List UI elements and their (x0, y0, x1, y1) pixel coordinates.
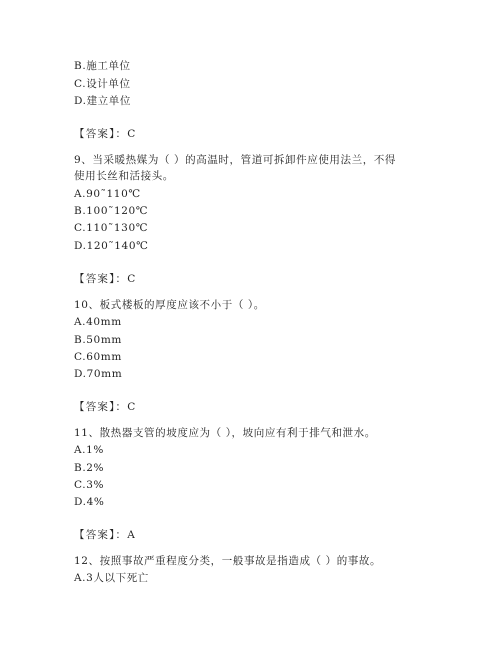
option-line: A.40mm (74, 316, 122, 328)
option-line: A.3人以下死亡 (74, 572, 149, 584)
question-text: 11、散热器支管的坡度应为（ ），坡向应有利于排气和泄水。 (74, 427, 376, 439)
option-line: B.2% (74, 462, 105, 474)
answer-line: 【答案】：A (74, 529, 137, 541)
option-line: A.1% (74, 444, 104, 456)
option-line: D.120˜140℃ (74, 240, 149, 252)
option-line: C.60mm (74, 351, 122, 363)
answer-line: 【答案】：C (74, 273, 137, 285)
option-line: D.70mm (74, 368, 123, 380)
answer-line: 【答案】：C (74, 128, 137, 140)
option-line: C.110˜130℃ (74, 222, 149, 234)
option-line: D.4% (74, 496, 105, 508)
option-line: A.90˜110℃ (74, 188, 141, 200)
option-line: D.建立单位 (74, 95, 131, 107)
question-text: 10、板式楼板的厚度应该不小于（ ）。 (74, 299, 265, 311)
option-line: B.100˜120℃ (74, 205, 149, 217)
question-text: 12、按照事故严重程度分类，一般事故是指造成（ ）的事故。 (74, 555, 382, 567)
question-text: 使用长丝和活接头。 (74, 170, 174, 182)
question-text: 9、当采暖热媒为（ ）的高温时，管道可拆卸件应使用法兰，不得 (74, 154, 397, 166)
option-line: C.3% (74, 479, 105, 491)
option-line: C.设计单位 (74, 78, 131, 90)
option-line: B.施工单位 (74, 60, 131, 72)
option-line: B.50mm (74, 334, 122, 346)
answer-line: 【答案】：C (74, 401, 137, 413)
